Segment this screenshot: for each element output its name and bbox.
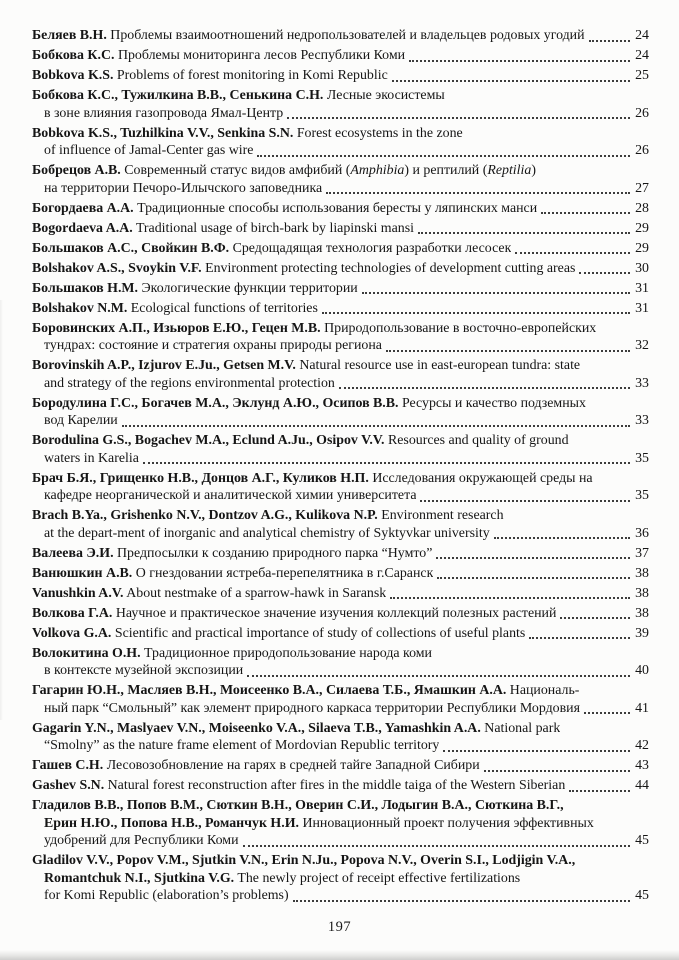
toc-entry-line [32, 852, 649, 870]
entry-title-continuation: of influence of Jamal-Center gas wire [44, 143, 254, 158]
entry-title-continuation: waters in Karelia [44, 450, 139, 466]
entry-authors-and-title: Гашев С.Н. Лесовозобновление на гарях в средней тайге Западной Сибири [32, 758, 480, 773]
entry-authors-and-title: Gagarin Y.N., Maslyaev V.N., Moiseenko V.A., Silaeva T.B., Yamashkin A.A. National park [32, 720, 561, 736]
entry-authors-and-title: Гладилов В.В., Попов В.М., Сюткин В.Н., Оверин С.И., Лодыгин В.А., Сюткина В.Г., [32, 798, 564, 813]
entry-page-number: 41 [635, 700, 649, 716]
dot-leader [362, 292, 630, 294]
toc-entry [32, 240, 649, 258]
toc-entry-line [32, 375, 649, 393]
entry-page-number: 26 [635, 143, 649, 158]
entry-page-number: 32 [635, 338, 649, 353]
toc-entry-line [32, 47, 649, 65]
dot-leader [326, 192, 630, 194]
entry-title-continuation: в зоне влияния газопровода Ямал-Центр [44, 105, 284, 121]
dot-leader [515, 252, 630, 254]
entry-authors-and-title: Gashev S.N. Natural forest reconstruction after fires in the middle taiga of the Western Siberian [32, 778, 566, 793]
toc-entry [32, 507, 649, 542]
scan-artifact-left [0, 300, 3, 720]
dot-leader [494, 537, 630, 539]
entry-page-number: 33 [635, 413, 649, 428]
toc-entry-line [32, 565, 649, 583]
toc-entry [32, 852, 649, 905]
toc-entry [32, 280, 649, 298]
toc-entry-line [32, 280, 649, 298]
entry-page-number: 31 [635, 280, 649, 296]
entry-page-number: 24 [635, 48, 649, 63]
entry-page-number: 45 [635, 888, 649, 903]
entry-title-continuation: тундрах: состояние и стратегия охраны природы региона [44, 338, 382, 353]
dot-leader [143, 462, 630, 464]
toc-entry-line [32, 777, 649, 795]
toc-entry-line [32, 412, 649, 430]
toc-entry-line [32, 625, 649, 643]
entry-page-number: 26 [635, 105, 649, 121]
toc-entry-line [32, 180, 649, 198]
toc-entry [32, 797, 649, 850]
entry-title-continuation: кафедре неорганической и аналитической химии университета [44, 488, 417, 503]
toc-entry-line [32, 525, 649, 543]
dot-leader [443, 750, 630, 752]
toc-entry [32, 585, 649, 603]
entry-authors-and-title: Бобкова К.С. Проблемы мониторинга лесов Республики Коми [32, 48, 406, 63]
toc-entry [32, 432, 649, 467]
toc-entry-line [32, 737, 649, 755]
dot-leader [436, 557, 630, 559]
entry-authors-and-title: Gladilov V.V., Popov V.M., Sjutkin V.N., Erin N.Ju., Popova N.V., Overin S.I., Lodjigin V.A., [32, 853, 576, 868]
entry-page-number: 40 [635, 663, 649, 678]
entry-page-number: 35 [635, 450, 649, 466]
toc-entry [32, 720, 649, 755]
dot-leader [386, 350, 630, 352]
dot-leader [584, 712, 630, 714]
toc-entry [32, 395, 649, 430]
entry-page-number: 24 [635, 28, 649, 43]
toc-entry-line [32, 240, 649, 258]
toc-entry-line [32, 507, 649, 525]
toc-entry [32, 757, 649, 775]
toc-entry-line [32, 832, 649, 850]
toc-entry [32, 545, 649, 563]
entry-page-number: 31 [635, 300, 649, 316]
toc-entry-line [32, 645, 649, 663]
entry-page-number: 36 [635, 525, 649, 541]
dot-leader [437, 577, 630, 579]
entry-title-continuation: удобрений для Республики Коми [44, 833, 239, 848]
toc-entry-line [32, 320, 649, 338]
toc-entry [32, 260, 649, 278]
entry-page-number: 38 [635, 605, 649, 621]
dot-leader [569, 790, 630, 792]
toc-entry-line [32, 487, 649, 505]
entry-authors-and-title: Волкова Г.А. Научное и практическое значение изучения коллекций полезных растений [32, 605, 557, 621]
toc-entry-line [32, 337, 649, 355]
entry-authors-and-title: Боровинских А.П., Изьюров Е.Ю., Гецен М.В. Природопользование в восточно-европейских [32, 320, 597, 336]
entry-page-number: 45 [635, 833, 649, 848]
toc-entry-line [32, 142, 649, 160]
dot-leader [409, 60, 630, 62]
toc-entry [32, 645, 649, 680]
toc-entry-line [32, 605, 649, 623]
toc-entry-line [32, 105, 649, 123]
dot-leader [541, 212, 630, 214]
entry-page-number: 28 [635, 200, 649, 216]
entry-page-number: 37 [635, 545, 649, 561]
entry-authors-and-title: Бобрецов А.В. Современный статус видов амфибий (Amphibia) и рептилий (Reptilia) [32, 163, 536, 178]
entry-page-number: 33 [635, 375, 649, 391]
toc-entry-line [32, 162, 649, 180]
entry-page-number: 43 [635, 758, 649, 773]
toc-entry-line [32, 585, 649, 603]
entry-title-continuation: ный парк “Смольный” как элемент природного каркаса территории Республики Мордовия [44, 700, 580, 716]
toc-entry [32, 200, 649, 218]
entry-title-continuation: на территории Печоро-Илычского заповедника [44, 180, 323, 196]
toc-entry [32, 605, 649, 623]
dot-leader [247, 675, 630, 677]
dot-leader [420, 500, 630, 502]
dot-leader [560, 617, 630, 619]
dot-leader [579, 272, 630, 274]
toc-entry [32, 682, 649, 717]
entry-page-number: 27 [635, 180, 649, 196]
entry-page-number: 42 [635, 738, 649, 753]
entry-authors-and-title: Bogordaeva A.A. Traditional usage of birch-bark by liapinski mansi [32, 220, 414, 236]
toc-entry-line [32, 797, 649, 815]
toc-entry [32, 162, 649, 197]
toc-entry [32, 777, 649, 795]
toc-entry [32, 625, 649, 643]
entry-title-continuation: вод Карелии [44, 413, 118, 428]
entry-authors-and-title: Брач Б.Я., Грищенко Н.В., Донцов А.Г., Куликов Н.П. Исследования окружающей среды на [32, 470, 593, 486]
entry-page-number: 39 [635, 625, 649, 641]
dot-leader [257, 155, 630, 157]
toc-entry [32, 300, 649, 318]
entry-authors-and-title: Borovinskih A.P., Izjurov E.Ju., Getsen M.V. Natural resource use in east-european tundra: state [32, 358, 581, 373]
toc-entry [32, 220, 649, 238]
entry-authors-and-title: Валеева Э.И. Предпосылки к созданию природного парка “Нумто” [32, 545, 433, 561]
toc-entry-line [32, 125, 649, 143]
dot-leader [392, 80, 630, 82]
entry-authors-and-title: Бородулина Г.С., Богачев М.А., Эклунд А.Ю., Осипов В.В. Ресурсы и качество подземных [32, 395, 586, 411]
entry-authors-and-title: Brach B.Ya., Grishenko N.V., Dontzov A.G., Kulikova N.P. Environment research [32, 508, 504, 523]
entry-authors-and-title: Bobkova K.S., Tuzhilkina V.V., Senkina S.N. Forest ecosystems in the zone [32, 125, 463, 141]
toc-entry [32, 27, 649, 45]
toc-entry-line [32, 395, 649, 413]
footer-page-number: 197 [327, 919, 352, 935]
toc-entry [32, 47, 649, 65]
dot-leader [122, 425, 630, 427]
entry-page-number: 30 [635, 260, 649, 276]
entry-authors-and-title: Bobkova K.S. Problems of forest monitoring in Komi Republic [32, 68, 388, 83]
entry-authors-and-title: Богордаева А.А. Традиционные способы использования бересты у ляпинских манси [32, 200, 538, 216]
scan-artifact-bottom-edge [0, 950, 679, 960]
entry-authors-and-title: Гагарин Ю.Н., Масляев В.Н., Моисеенко В.А., Силаева Т.Б., Ямашкин А.А. Националь- [32, 683, 580, 698]
entry-title-continuation: for Komi Republic (elaboration’s problems) [44, 888, 289, 903]
dot-leader [529, 637, 630, 639]
entry-title-continuation: “Smolny” as the nature frame element of Mordovian Republic territory [44, 738, 440, 753]
toc-entry-line [32, 470, 649, 488]
dot-leader [322, 312, 630, 314]
toc-entry-line [32, 450, 649, 468]
toc-entry-line [32, 545, 649, 563]
entry-title-continuation: Ерин Н.Ю., Попова Н.В., Романчук Н.И. Инновационный проект получения эффективных [44, 815, 594, 831]
toc-entry-line [32, 27, 649, 45]
toc-entry-line [32, 870, 649, 888]
toc-entry [32, 67, 649, 85]
toc-entry [32, 357, 649, 392]
toc-entry-line [32, 300, 649, 318]
entry-page-number: 35 [635, 488, 649, 503]
entry-title-continuation: at the depart-ment of inorganic and analytical chemistry of Syktyvkar university [44, 525, 490, 541]
toc-entry [32, 125, 649, 160]
toc-entry [32, 470, 649, 505]
toc-entry-line [32, 887, 649, 905]
dot-leader [293, 900, 631, 902]
entry-page-number: 38 [635, 565, 649, 581]
dot-leader [390, 597, 630, 599]
dot-leader [418, 232, 630, 234]
entry-title-continuation: and strategy of the regions environmental protection [44, 375, 335, 391]
entry-page-number: 44 [635, 778, 649, 793]
entry-authors-and-title: Бобкова К.С., Тужилкина В.В., Сенькина С.Н. Лесные экосистемы [32, 88, 445, 103]
toc-entry [32, 87, 649, 122]
toc-entry-line [32, 700, 649, 718]
dot-leader [339, 387, 630, 389]
entry-authors-and-title: Ванюшкин А.В. О гнездовании ястреба-перепелятника в г.Саранск [32, 565, 434, 581]
entry-title-continuation: в контексте музейной экспозиции [44, 663, 244, 678]
toc-entry-line [32, 662, 649, 680]
entry-page-number: 29 [635, 220, 649, 236]
entry-page-number: 25 [635, 68, 649, 83]
dot-leader [287, 117, 630, 119]
entry-authors-and-title: Bolshakov A.S., Svoykin V.F. Environment protecting technologies of development cutting areas [32, 260, 576, 276]
toc-entry-line [32, 87, 649, 105]
entry-authors-and-title: Borodulina G.S., Bogachev M.A., Eclund A.Ju., Osipov V.V. Resources and quality of ground [32, 433, 569, 448]
entry-authors-and-title: Bolshakov N.M. Ecological functions of territories [32, 300, 318, 316]
toc-entry-line [32, 720, 649, 738]
toc-entry-line [32, 357, 649, 375]
dot-leader [484, 770, 630, 772]
entry-title-continuation: Romantchuk N.I., Sjutkina V.G. The newly project of receipt effective fertilizations [44, 870, 521, 886]
toc-entry-line [32, 757, 649, 775]
toc-entry-line [32, 220, 649, 238]
toc-entry-line [32, 260, 649, 278]
toc-entry [32, 565, 649, 583]
entry-authors-and-title: Volkova G.A. Scientific and practical importance of study of collections of useful plants [32, 625, 526, 641]
toc-entry [32, 320, 649, 355]
entry-authors-and-title: Беляев В.Н. Проблемы взаимоотношений недропользователей и владельцев родовых угодий [32, 28, 585, 43]
toc-entry-line [32, 432, 649, 450]
entry-authors-and-title: Большаков Н.М. Экологические функции территории [32, 280, 358, 296]
entry-authors-and-title: Большаков А.С., Свойкин В.Ф. Средощадящая технология разработки лесосек [32, 240, 512, 256]
toc-entry-line [32, 67, 649, 85]
entry-authors-and-title: Vanushkin A.V. About nestmake of a sparrow-hawk in Saransk [32, 585, 387, 601]
toc-entry-line [32, 682, 649, 700]
entry-page-number: 29 [635, 240, 649, 256]
dot-leader [243, 845, 631, 847]
toc-entry-line [32, 815, 649, 833]
entry-authors-and-title: Волокитина О.Н. Традиционное природопользование народа коми [32, 645, 432, 661]
dot-leader [589, 40, 631, 42]
toc-list [32, 27, 649, 905]
entry-page-number: 38 [635, 585, 649, 601]
toc-entry-line [32, 200, 649, 218]
